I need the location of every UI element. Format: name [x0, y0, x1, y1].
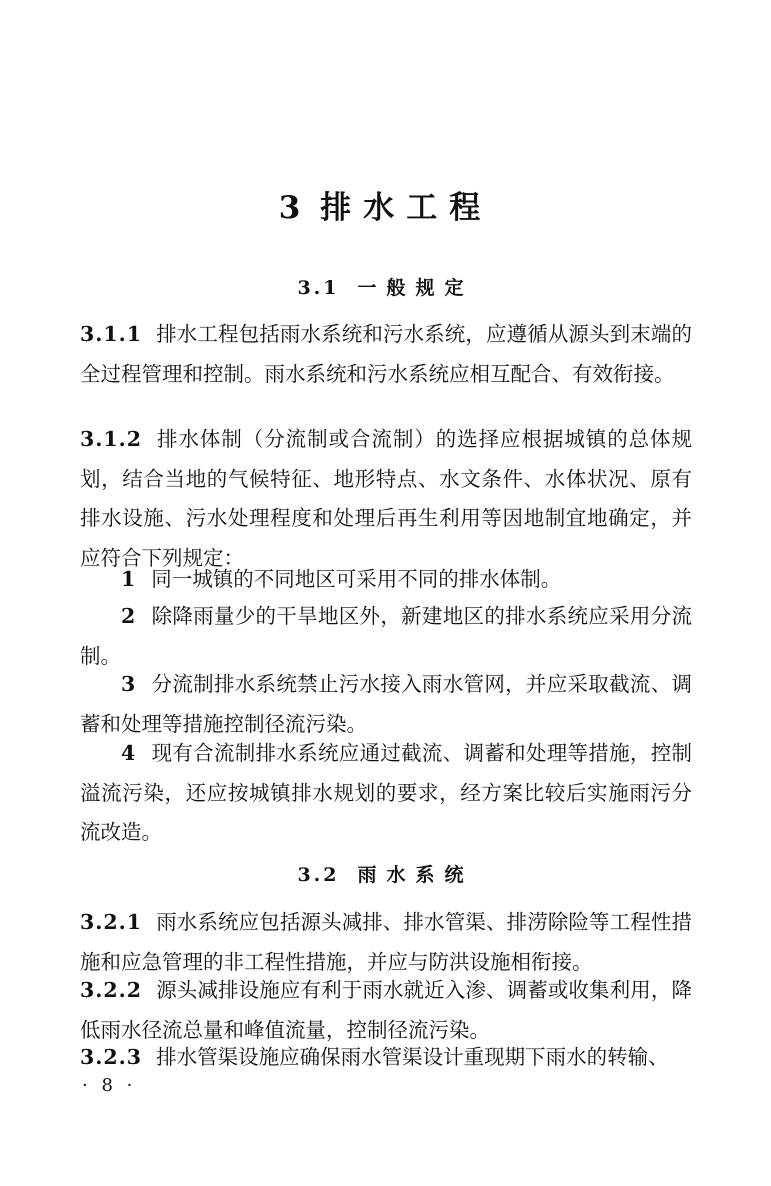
page-number: · 8 ·: [82, 1075, 137, 1096]
item-text: 除降雨量少的干旱地区外，新建地区的排水系统应采用分流制。: [80, 604, 692, 668]
item-text: 分流制排水系统禁止污水接入雨水管网，并应采取截流、调蓄和处理等措施控制径流污染。: [80, 672, 692, 736]
list-item-3: [80, 665, 692, 744]
list-item-1: [80, 560, 692, 600]
section-number: 3.2: [297, 864, 340, 886]
clause-number: 3.1.1: [80, 322, 143, 346]
section-title-text: 雨水系统: [357, 864, 474, 886]
section-number: 3.1: [297, 277, 340, 299]
clause-text: 排水工程包括雨水系统和污水系统，应遵循从源头到末端的全过程管理和控制。雨水系统和污水系统应相互配合、有效衔接。: [80, 322, 692, 386]
clause-number: 3.2.1: [80, 910, 143, 934]
item-text: 同一城镇的不同地区可采用不同的排水体制。: [151, 567, 562, 591]
section-title-3-1: [0, 273, 771, 300]
item-number: 4: [121, 741, 136, 765]
chapter-number: 3: [278, 190, 313, 226]
clause-text: 排水管渠设施应确保雨水管渠设计重现期下雨水的转输、: [156, 1045, 669, 1069]
clause-3-1-1: [80, 315, 692, 394]
clause-number: 3.1.2: [80, 427, 143, 451]
clause-3-1-2: [80, 420, 692, 578]
section-title-text: 一般规定: [357, 277, 474, 299]
section-title-3-2: [0, 860, 771, 887]
chapter-title-text: 排水工程: [320, 190, 493, 226]
item-text: 现有合流制排水系统应通过截流、调蓄和处理等措施，控制溢流污染，还应按城镇排水规划的要求，经方案比较后实施雨污分流改造。: [80, 741, 692, 844]
clause-text: 雨水系统应包括源头减排、排水管渠、排涝除险等工程性措施和应急管理的非工程性措施，并应与防洪设施相衔接。: [80, 910, 692, 974]
item-number: 1: [121, 567, 136, 591]
clause-number: 3.2.3: [80, 1045, 143, 1069]
clause-text: 排水体制（分流制或合流制）的选择应根据城镇的总体规划，结合当地的气候特征、地形特点、水文条件、水体状况、原有排水设施、污水处理程度和处理后再生利用等因地制宜地确定，并应符合下列规定：: [80, 427, 692, 570]
item-number: 3: [121, 672, 136, 696]
clause-text: 源头减排设施应有利于雨水就近入渗、调蓄或收集利用，降低雨水径流总量和峰值流量，控制径流污染。: [80, 978, 692, 1042]
clause-number: 3.2.2: [80, 978, 143, 1002]
clause-3-2-3: [80, 1038, 692, 1078]
chapter-title: [0, 182, 771, 227]
list-item-4: [80, 734, 692, 853]
item-number: 2: [121, 604, 136, 628]
